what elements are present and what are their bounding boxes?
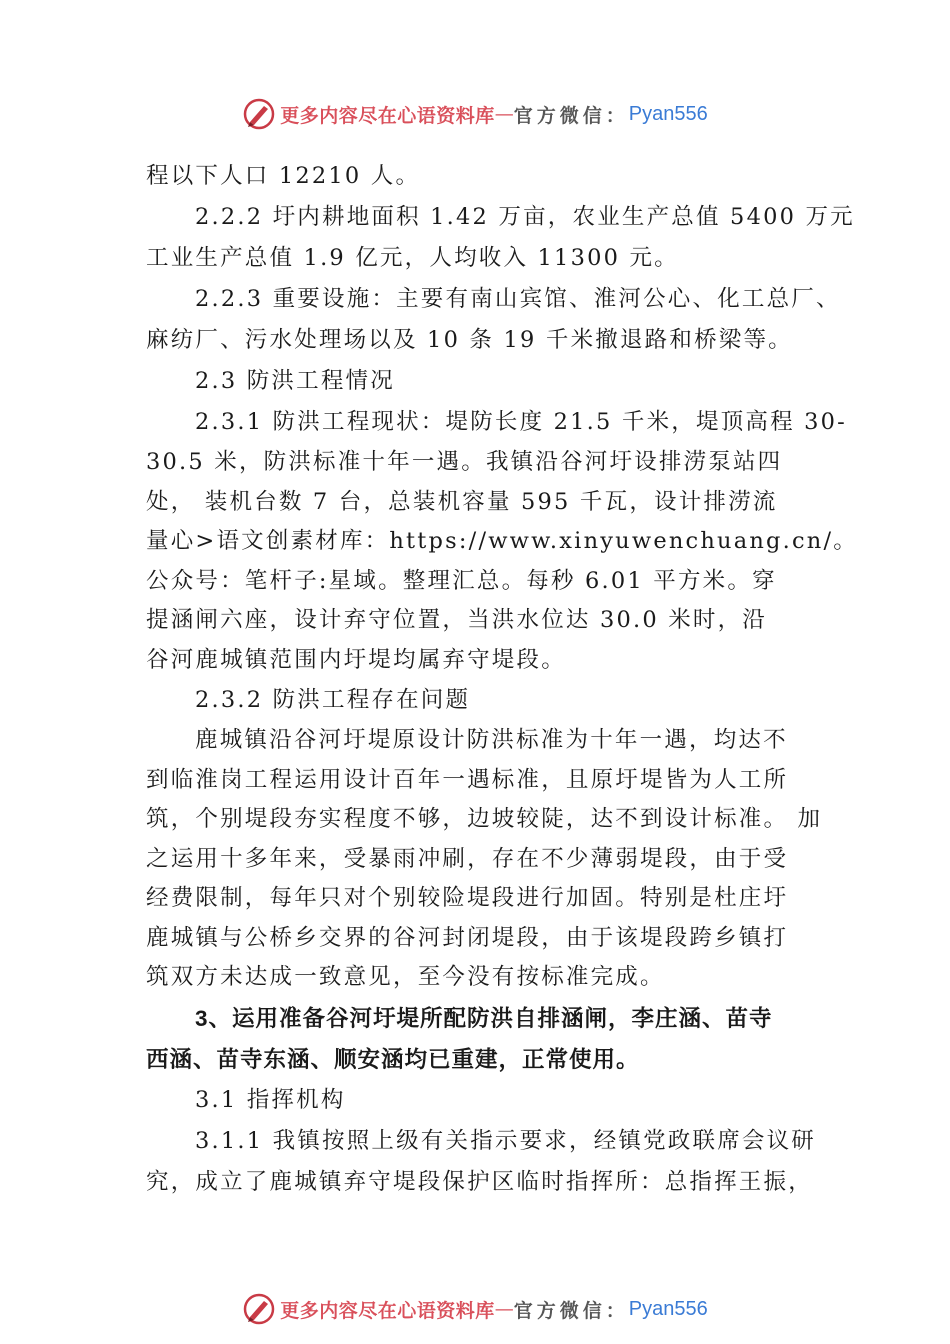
text-line: 2.2.2 圩内耕地面积 1.42 万亩，农业生产总值 5400 万元 bbox=[195, 204, 855, 230]
document-body bbox=[146, 156, 858, 1203]
text-line: 谷河鹿城镇范围内圩堤均属弃守堤段。 bbox=[146, 646, 566, 673]
text-line: 30.5 米，防洪标准十年一遇。我镇沿谷河圩设排涝泵站四 bbox=[146, 449, 783, 475]
section-heading: 2.3 防洪工程情况 bbox=[195, 368, 395, 394]
footer-banner bbox=[0, 1289, 950, 1329]
bold-heading: 西涵、苗寺东涵、顺安涵均已重建，正常使用。 bbox=[146, 1046, 640, 1072]
pen-logo-icon bbox=[242, 1292, 276, 1326]
text-line: 到临淮岗工程运用设计百年一遇标准，且原圩堤皆为人工所 bbox=[146, 766, 789, 793]
banner-wechat-id: Pyan556 bbox=[628, 1297, 708, 1320]
text-line: 2.2.3 重要设施：主要有南山宾馆、淮河公心、化工总厂、 bbox=[195, 286, 841, 312]
text-line: 究，成立了鹿城镇弃守堤段保护区临时指挥所：总指挥王振， bbox=[146, 1168, 813, 1195]
text-line: 工业生产总值 1.9 亿元，人均收入 11300 元。 bbox=[146, 245, 679, 271]
text-line: 经费限制，每年只对个别较险堤段进行加固。特别是杜庄圩 bbox=[146, 885, 789, 911]
text-line: 筑，个别堤段夯实程度不够，边坡较陡，达不到设计标准。 加 bbox=[146, 806, 823, 832]
banner-dash: — bbox=[494, 1298, 514, 1320]
text-line: 3.1.1 我镇按照上级有关指示要求，经镇党政联席会议研 bbox=[195, 1127, 817, 1154]
text-line: 麻纺厂、污水处理场以及 10 条 19 千米撤退路和桥梁等。 bbox=[146, 327, 793, 353]
text-line: 鹿城镇沿谷河圩堤原设计防洪标准为十年一遇，均达不 bbox=[195, 727, 788, 753]
text-line: 程以下人口 12210 人。 bbox=[146, 163, 421, 189]
banner-title: 更多内容尽在心语资料库 bbox=[280, 1299, 495, 1322]
text-line: 提涵闸六座，设计弃守位置，当洪水位达 30.0 米时，沿 bbox=[146, 607, 768, 633]
text-line: 量心>语文创素材库：https://www.xinyuwenchuang.cn/。 bbox=[146, 528, 858, 554]
text-line: 2.3.1 防洪工程现状：堤防长度 21.5 千米，堤顶高程 30- bbox=[195, 409, 847, 435]
text-line: 公众号：笔杆子:星域。整理汇总。每秒 6.01 平方米。穿 bbox=[146, 567, 777, 594]
banner-wechat-id: Pyan556 bbox=[628, 102, 708, 125]
text-line: 处， 装机台数 7 台，总装机容量 595 千瓦，设计排涝流 bbox=[146, 488, 778, 515]
text-line: 之运用十多年来，受暴雨冲刷，存在不少薄弱堤段，由于受 bbox=[146, 845, 789, 872]
section-heading: 2.3.2 防洪工程存在问题 bbox=[195, 687, 471, 713]
bold-heading: 3、运用准备谷河圩堤所配防洪自排涵闸，李庄涵、苗寺 bbox=[195, 1005, 773, 1031]
text-line: 筑双方未达成一致意见，至今没有按标准完成。 bbox=[146, 964, 665, 990]
banner-dash: — bbox=[494, 103, 514, 125]
banner-title: 更多内容尽在心语资料库 bbox=[280, 104, 495, 127]
header-banner bbox=[0, 94, 950, 134]
section-heading: 3.1 指挥机构 bbox=[195, 1086, 346, 1113]
banner-wechat-label: 官方微信： bbox=[513, 1299, 629, 1322]
banner-wechat-label: 官方微信： bbox=[513, 104, 629, 127]
text-line: 鹿城镇与公桥乡交界的谷河封闭堤段，由于该堤段跨乡镇打 bbox=[146, 924, 789, 951]
pen-logo-icon bbox=[242, 97, 276, 131]
